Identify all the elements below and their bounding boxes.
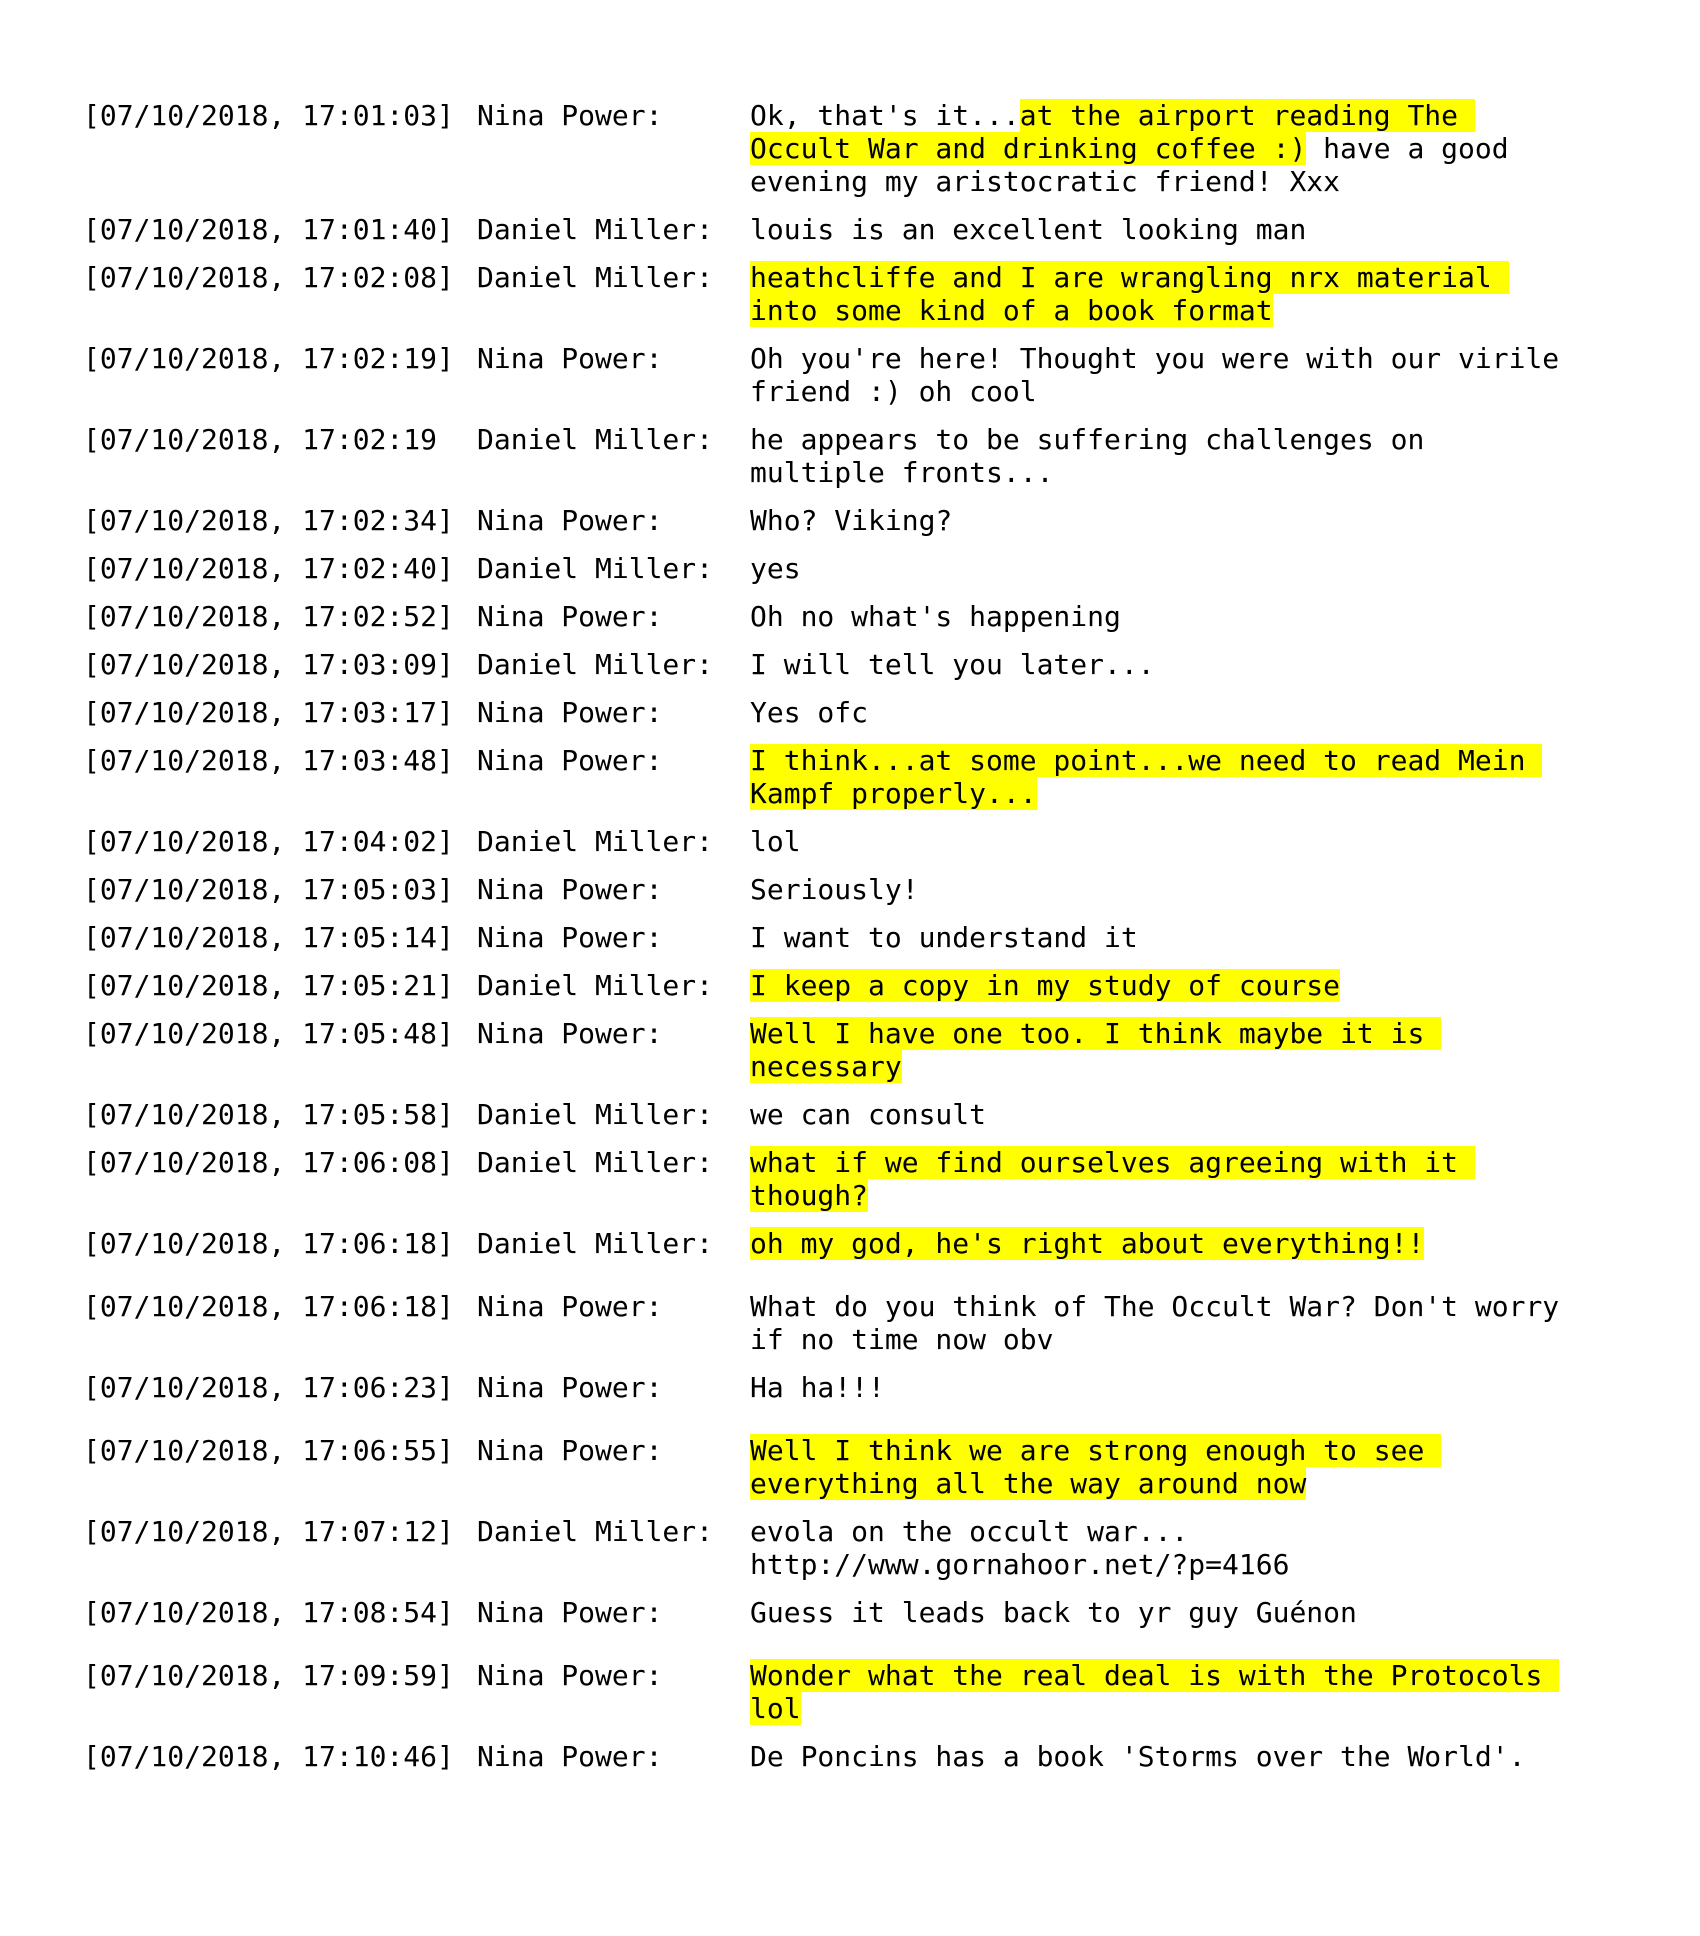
message-text xyxy=(750,1227,1570,1260)
message-timestamp: [07/10/2018, 17:06:18] xyxy=(83,1290,454,1323)
message-timestamp: [07/10/2018, 17:06:08] xyxy=(83,1146,454,1179)
message-sender: Nina Power: xyxy=(477,600,663,633)
highlighted-text: Wonder what the real deal is with the Protocols lol xyxy=(750,1659,1560,1725)
message-sender: Daniel Miller: xyxy=(477,261,714,294)
message-timestamp: [07/10/2018, 17:03:48] xyxy=(83,744,454,777)
message-sender: Daniel Miller: xyxy=(477,825,714,858)
message-text-segment: Who? Viking? xyxy=(750,504,953,537)
message-row xyxy=(83,1740,1643,1773)
message-timestamp: [07/10/2018, 17:02:08] xyxy=(83,261,454,294)
message-sender: Nina Power: xyxy=(477,1659,663,1692)
message-sender: Nina Power: xyxy=(477,1371,663,1404)
message-text-segment: louis is an excellent looking man xyxy=(750,213,1307,246)
message-row xyxy=(83,342,1643,408)
message-text xyxy=(750,99,1570,198)
message-text-segment: Ok, that's it... xyxy=(750,99,1020,132)
message-text xyxy=(750,213,1570,246)
message-timestamp: [07/10/2018, 17:08:54] xyxy=(83,1596,454,1629)
message-row xyxy=(83,1596,1643,1629)
message-row xyxy=(83,648,1643,681)
message-sender: Nina Power: xyxy=(477,744,663,777)
highlighted-text: at the airport reading The Occult War and drinking coffee :) xyxy=(750,99,1475,165)
message-row xyxy=(83,600,1643,633)
message-text xyxy=(750,600,1570,633)
message-sender: Nina Power: xyxy=(477,1017,663,1050)
message-row xyxy=(83,873,1643,906)
message-timestamp: [07/10/2018, 17:07:12] xyxy=(83,1515,454,1548)
message-text xyxy=(750,1596,1570,1629)
message-row xyxy=(83,1434,1643,1500)
message-text xyxy=(750,969,1570,1002)
message-row xyxy=(83,1017,1643,1083)
message-text xyxy=(750,1017,1570,1083)
message-sender: Daniel Miller: xyxy=(477,1146,714,1179)
message-row xyxy=(83,1146,1643,1212)
message-timestamp: [07/10/2018, 17:02:40] xyxy=(83,552,454,585)
message-timestamp: [07/10/2018, 17:02:19] xyxy=(83,342,454,375)
highlighted-text: what if we find ourselves agreeing with it though? xyxy=(750,1146,1475,1212)
message-text-segment: Yes ofc xyxy=(750,696,869,729)
message-text xyxy=(750,423,1570,489)
message-sender: Daniel Miller: xyxy=(477,1227,714,1260)
message-timestamp: [07/10/2018, 17:03:09] xyxy=(83,648,454,681)
highlighted-text: I think...at some point...we need to read Mein Kampf properly... xyxy=(750,744,1543,810)
message-sender: Nina Power: xyxy=(477,1434,663,1467)
message-sender: Daniel Miller: xyxy=(477,1098,714,1131)
message-row xyxy=(83,1659,1643,1725)
highlighted-text: Well I think we are strong enough to see everything all the way around now xyxy=(750,1434,1442,1500)
message-row xyxy=(83,1290,1643,1356)
message-sender: Daniel Miller: xyxy=(477,1515,714,1548)
message-row xyxy=(83,969,1643,1002)
message-text-segment: lol xyxy=(750,825,801,858)
highlighted-text: I keep a copy in my study of course xyxy=(750,969,1341,1002)
message-text-segment: What do you think of The Occult War? Don't worry if no time now obv xyxy=(750,1290,1577,1356)
message-sender: Daniel Miller: xyxy=(477,423,714,456)
message-text xyxy=(750,1146,1570,1212)
message-row xyxy=(83,825,1643,858)
highlighted-text: oh my god, he's right about everything!! xyxy=(750,1227,1425,1260)
message-timestamp: [07/10/2018, 17:02:34] xyxy=(83,504,454,537)
message-sender: Nina Power: xyxy=(477,1740,663,1773)
message-row xyxy=(83,504,1643,537)
message-sender: Nina Power: xyxy=(477,1596,663,1629)
message-sender: Nina Power: xyxy=(477,696,663,729)
message-text-segment: De Poncins has a book 'Storms over the World'. xyxy=(750,1740,1526,1773)
message-sender: Nina Power: xyxy=(477,504,663,537)
message-timestamp: [07/10/2018, 17:01:03] xyxy=(83,99,454,132)
message-sender: Daniel Miller: xyxy=(477,213,714,246)
message-text-segment: have a good evening my aristocratic friend! Xxx xyxy=(750,132,1526,198)
message-row xyxy=(83,744,1643,810)
message-timestamp: [07/10/2018, 17:05:58] xyxy=(83,1098,454,1131)
message-sender: Nina Power: xyxy=(477,99,663,132)
message-text xyxy=(750,1290,1577,1356)
message-text xyxy=(750,1740,1570,1773)
message-text xyxy=(750,552,1570,585)
message-text-segment: we can consult xyxy=(750,1098,987,1131)
message-text-segment: Ha ha!!! xyxy=(750,1371,885,1404)
message-text-segment: I want to understand it xyxy=(750,921,1138,954)
message-timestamp: [07/10/2018, 17:04:02] xyxy=(83,825,454,858)
message-text xyxy=(750,921,1570,954)
message-row xyxy=(83,552,1643,585)
message-text-segment: I will tell you later... xyxy=(750,648,1155,681)
message-text xyxy=(750,1515,1570,1581)
message-timestamp: [07/10/2018, 17:06:23] xyxy=(83,1371,454,1404)
message-row xyxy=(83,1227,1643,1260)
message-text xyxy=(750,1371,1570,1404)
message-sender: Nina Power: xyxy=(477,921,663,954)
message-text xyxy=(750,744,1570,810)
message-text-segment: Oh no what's happening xyxy=(750,600,1121,633)
message-timestamp: [07/10/2018, 17:02:52] xyxy=(83,600,454,633)
message-text xyxy=(750,648,1570,681)
message-sender: Daniel Miller: xyxy=(477,969,714,1002)
message-timestamp: [07/10/2018, 17:05:03] xyxy=(83,873,454,906)
message-row xyxy=(83,261,1643,327)
message-sender: Daniel Miller: xyxy=(477,648,714,681)
message-text xyxy=(750,1434,1570,1500)
message-row xyxy=(83,1371,1643,1404)
message-timestamp: [07/10/2018, 17:06:55] xyxy=(83,1434,454,1467)
message-row xyxy=(83,213,1643,246)
message-sender: Nina Power: xyxy=(477,1290,663,1323)
highlighted-text: heathcliffe and I are wrangling nrx material into some kind of a book format xyxy=(750,261,1509,327)
message-timestamp: [07/10/2018, 17:01:40] xyxy=(83,213,454,246)
message-text xyxy=(750,261,1570,327)
message-text xyxy=(750,504,1570,537)
message-timestamp: [07/10/2018, 17:09:59] xyxy=(83,1659,454,1692)
message-text xyxy=(750,342,1577,408)
message-sender: Nina Power: xyxy=(477,342,663,375)
message-text-segment: Guess it leads back to yr guy Guénon xyxy=(750,1596,1357,1629)
message-row xyxy=(83,99,1643,198)
message-sender: Daniel Miller: xyxy=(477,552,714,585)
message-timestamp: [07/10/2018, 17:06:18] xyxy=(83,1227,454,1260)
message-row xyxy=(83,1515,1643,1581)
chat-log xyxy=(83,99,1643,1788)
message-row xyxy=(83,921,1643,954)
message-text xyxy=(750,1659,1570,1725)
message-text xyxy=(750,696,1570,729)
message-text xyxy=(750,873,1570,906)
message-text-segment: Oh you're here! Thought you were with our virile friend :) oh cool xyxy=(750,342,1577,408)
message-row xyxy=(83,1098,1643,1131)
message-text-segment: Seriously! xyxy=(750,873,919,906)
message-text-segment: he appears to be suffering challenges on multiple fronts... xyxy=(750,423,1442,489)
message-text-segment: evola on the occult war... http://www.gornahoor.net/?p=4166 xyxy=(750,1515,1290,1581)
message-text xyxy=(750,1098,1570,1131)
message-timestamp: [07/10/2018, 17:02:19 xyxy=(83,423,438,456)
message-text-segment: yes xyxy=(750,552,801,585)
message-timestamp: [07/10/2018, 17:05:48] xyxy=(83,1017,454,1050)
highlighted-text: Well I have one too. I think maybe it is necessary xyxy=(750,1017,1442,1083)
message-row xyxy=(83,423,1643,489)
message-text xyxy=(750,825,1570,858)
message-row xyxy=(83,696,1643,729)
message-timestamp: [07/10/2018, 17:10:46] xyxy=(83,1740,454,1773)
message-timestamp: [07/10/2018, 17:05:14] xyxy=(83,921,454,954)
message-timestamp: [07/10/2018, 17:05:21] xyxy=(83,969,454,1002)
message-timestamp: [07/10/2018, 17:03:17] xyxy=(83,696,454,729)
message-sender: Nina Power: xyxy=(477,873,663,906)
